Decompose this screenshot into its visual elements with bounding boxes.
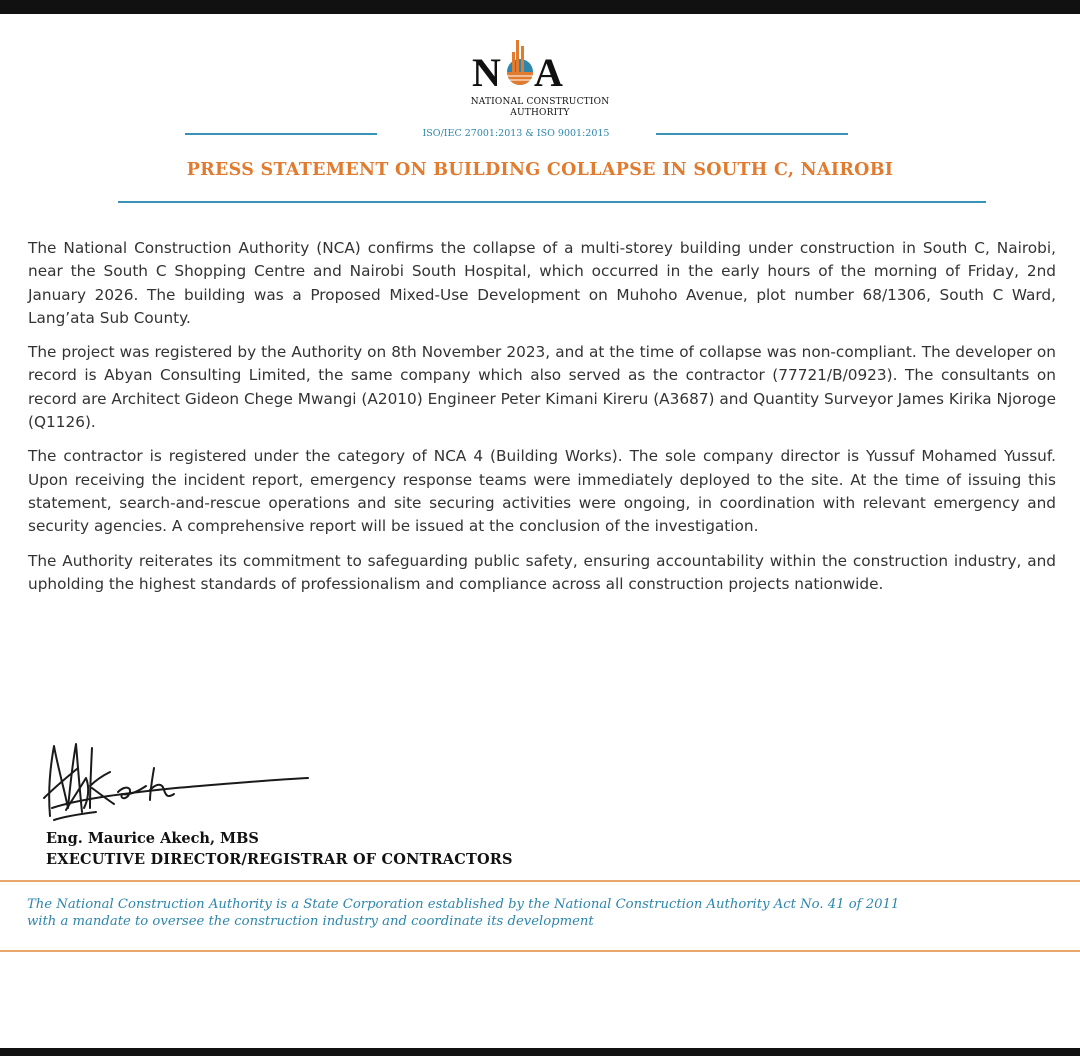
bottom-black-bar [0,1048,1080,1056]
paragraph-1: The National Construction Authority (NCA) confirms the collapse of a multi-storey building under construction in South C, Nairobi, near the South C Shopping Centre and Nairobi South Hospital, which occurred in the early hours of the morning of Friday, 2nd January 2026. The building was a Proposed Mixed-Use Development on Muhoho Avenue, plot number 68/1306, South C Ward, Lang’ata Sub County. [28,239,1056,327]
top-black-bar [0,0,1080,14]
statement-body [28,237,1056,607]
nca-logo [470,38,610,94]
iso-divider-right [656,133,848,135]
paragraph-4: The Authority reiterates its commitment to safeguarding public safety, ensuring accountability within the construction industry, and upholding the highest standards of professionalism and compliance across all construction projects nationwide. [28,551,1056,593]
iso-divider-left [185,133,377,135]
signatory-title: EXECUTIVE DIRECTOR/REGISTRAR OF CONTRACTORS [46,851,513,868]
org-name-line2: AUTHORITY [510,108,570,118]
footer-line-2: with a mandate to oversee the construction industry and coordinate its development [27,914,594,929]
title-divider [118,201,986,203]
page-title: PRESS STATEMENT ON BUILDING COLLAPSE IN SOUTH C, NAIROBI [186,160,894,180]
footer-line-1: The National Construction Authority is a State Corporation established by the National Construction Authority Act No. 41 of 2011 [27,897,900,912]
logo-letter-n: N [472,50,501,94]
signatory-name: Eng. Maurice Akech, MBS [46,830,259,847]
paragraph-3: The contractor is registered under the category of NCA 4 (Building Works). The sole company director is Yussuf Mohamed Yussuf. Upon receiving the incident report, emergency response teams were immediately deployed to the site. At the time of issuing this statement, search-and-rescue operations and site securing activities were ongoing, in coordination with relevant emergency and security agencies. A comprehensive report will be issued at the conclusion of the investigation. [28,447,1056,536]
org-name-line1: NATIONAL CONSTRUCTION [470,97,610,107]
footer-divider-top [0,880,1080,882]
paragraph-2: The project was registered by the Authority on 8th November 2023, and at the time of collapse was non-compliant. The developer on record is Abyan Consulting Limited, the same company which also served as the contractor (77721/B/0923). The consultants on record are Architect Gideon Chege Mwangi (A2010) Engineer Peter Kimani Kireru (A3687) and Quantity Surveyor James Kirika Njoroge (Q1126). [28,343,1056,432]
footer-divider-bottom [0,950,1080,952]
iso-row [0,128,1080,142]
footer-note [27,896,1067,930]
iso-certification: ISO/IEC 27001:2013 & ISO 9001:2015 [422,128,610,139]
handwritten-signature [36,738,312,828]
org-name [430,97,650,119]
logo-letter-a: A [534,50,563,94]
